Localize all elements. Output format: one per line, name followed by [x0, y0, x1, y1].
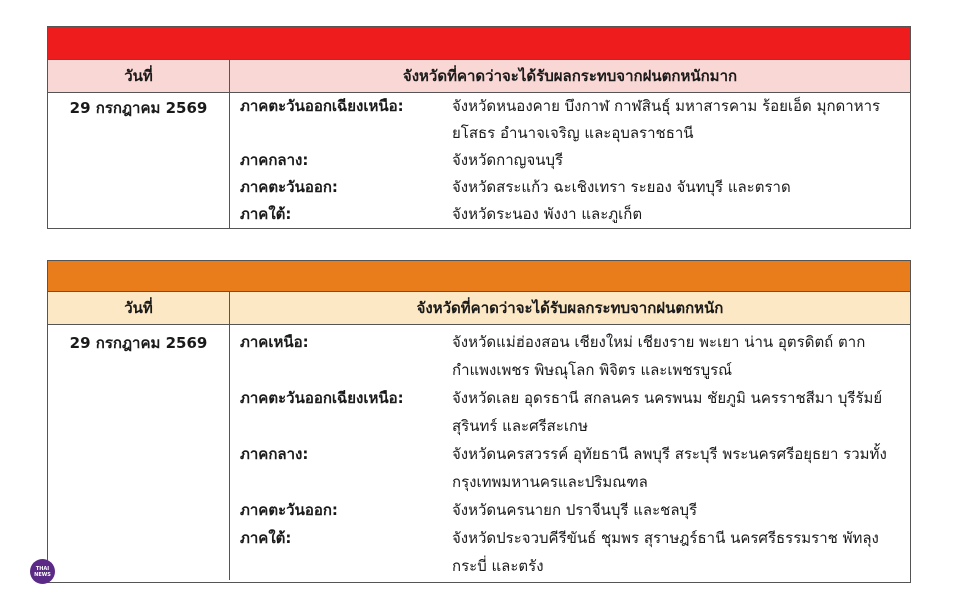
region-label: ภาคกลาง: — [240, 445, 309, 463]
region-label: ภาคตะวันออกเฉียงเหนือ: — [240, 97, 404, 115]
table-row — [240, 147, 910, 174]
region-label: ภาคตะวันออก: — [240, 178, 338, 196]
table-header — [48, 59, 910, 93]
province-list: จังหวัดประจวบคีรีขันธ์ ชุมพร สุราษฎร์ธานี นครศรีธรรมราช พัทลุง กระบี่ และตรัง — [452, 529, 879, 575]
province-list: จังหวัดหนองคาย บึงกาฬ กาฬสินธุ์ มหาสารคาม ร้อยเอ็ด มุกดาหาร ยโสธร อำนาจเจริญ และอุบลราชธานี — [452, 97, 881, 142]
table-row — [240, 93, 910, 147]
column-header-provinces: จังหวัดที่คาดว่าจะได้รับผลกระทบจากฝนตกหนักมาก — [402, 67, 738, 85]
table-row — [240, 174, 910, 201]
logo-text-line1: THAI — [35, 565, 50, 572]
province-list: จังหวัดเลย อุดรธานี สกลนคร นครพนม ชัยภูมิ นครราชสีมา บุรีรัมย์ สุรินทร์ และศรีสะเกษ — [452, 389, 883, 435]
province-list: จังหวัดนครสวรรค์ อุทัยธานี ลพบุรี สระบุรี พระนครศรีอยุธยา รวมทั้งกรุงเทพมหานครและปริมณฑล — [452, 445, 887, 491]
region-label: ภาคใต้: — [240, 205, 292, 223]
severity-band-red — [48, 27, 910, 59]
column-header-date: วันที่ — [48, 292, 230, 324]
province-list: จังหวัดแม่ฮ่องสอน เชียงใหม่ เชียงราย พะเยา น่าน อุตรดิตถ์ ตาก กำแพงเพชร พิษณุโลก พิจิตร และเพชรบูรณ์ — [452, 333, 866, 379]
heavy-rain-table-severe — [47, 26, 911, 229]
date-cell: 29 กรกฎาคม 2569 — [48, 325, 230, 580]
table-body — [48, 325, 910, 580]
table-row — [240, 496, 910, 524]
date-cell: 29 กรกฎาคม 2569 — [48, 93, 230, 228]
province-list: จังหวัดระนอง พังงา และภูเก็ต — [452, 205, 643, 223]
region-list — [230, 93, 910, 228]
province-list: จังหวัดสระแก้ว ฉะเชิงเทรา ระยอง จันทบุรี และตราด — [452, 178, 791, 196]
region-label: ภาคตะวันออกเฉียงเหนือ: — [240, 389, 404, 407]
severity-band-orange — [48, 261, 910, 291]
table-row — [240, 524, 910, 580]
province-list: จังหวัดกาญจนบุรี — [452, 151, 564, 169]
region-list — [230, 325, 910, 580]
table-row — [240, 201, 910, 228]
region-label: ภาคกลาง: — [240, 151, 309, 169]
table-header — [48, 291, 910, 325]
column-header-date: วันที่ — [48, 60, 230, 92]
region-label: ภาคตะวันออก: — [240, 501, 338, 519]
table-row — [240, 328, 910, 384]
table-row — [240, 440, 910, 496]
thai-news-logo — [30, 559, 55, 584]
region-label: ภาคเหนือ: — [240, 333, 309, 351]
heavy-rain-table — [47, 260, 911, 583]
logo-text-line2: NEWS — [34, 571, 51, 578]
column-header-provinces: จังหวัดที่คาดว่าจะได้รับผลกระทบจากฝนตกหนัก — [416, 299, 724, 317]
table-row — [240, 384, 910, 440]
province-list: จังหวัดนครนายก ปราจีนบุรี และชลบุรี — [452, 501, 698, 519]
region-label: ภาคใต้: — [240, 529, 292, 547]
table-body — [48, 93, 910, 228]
